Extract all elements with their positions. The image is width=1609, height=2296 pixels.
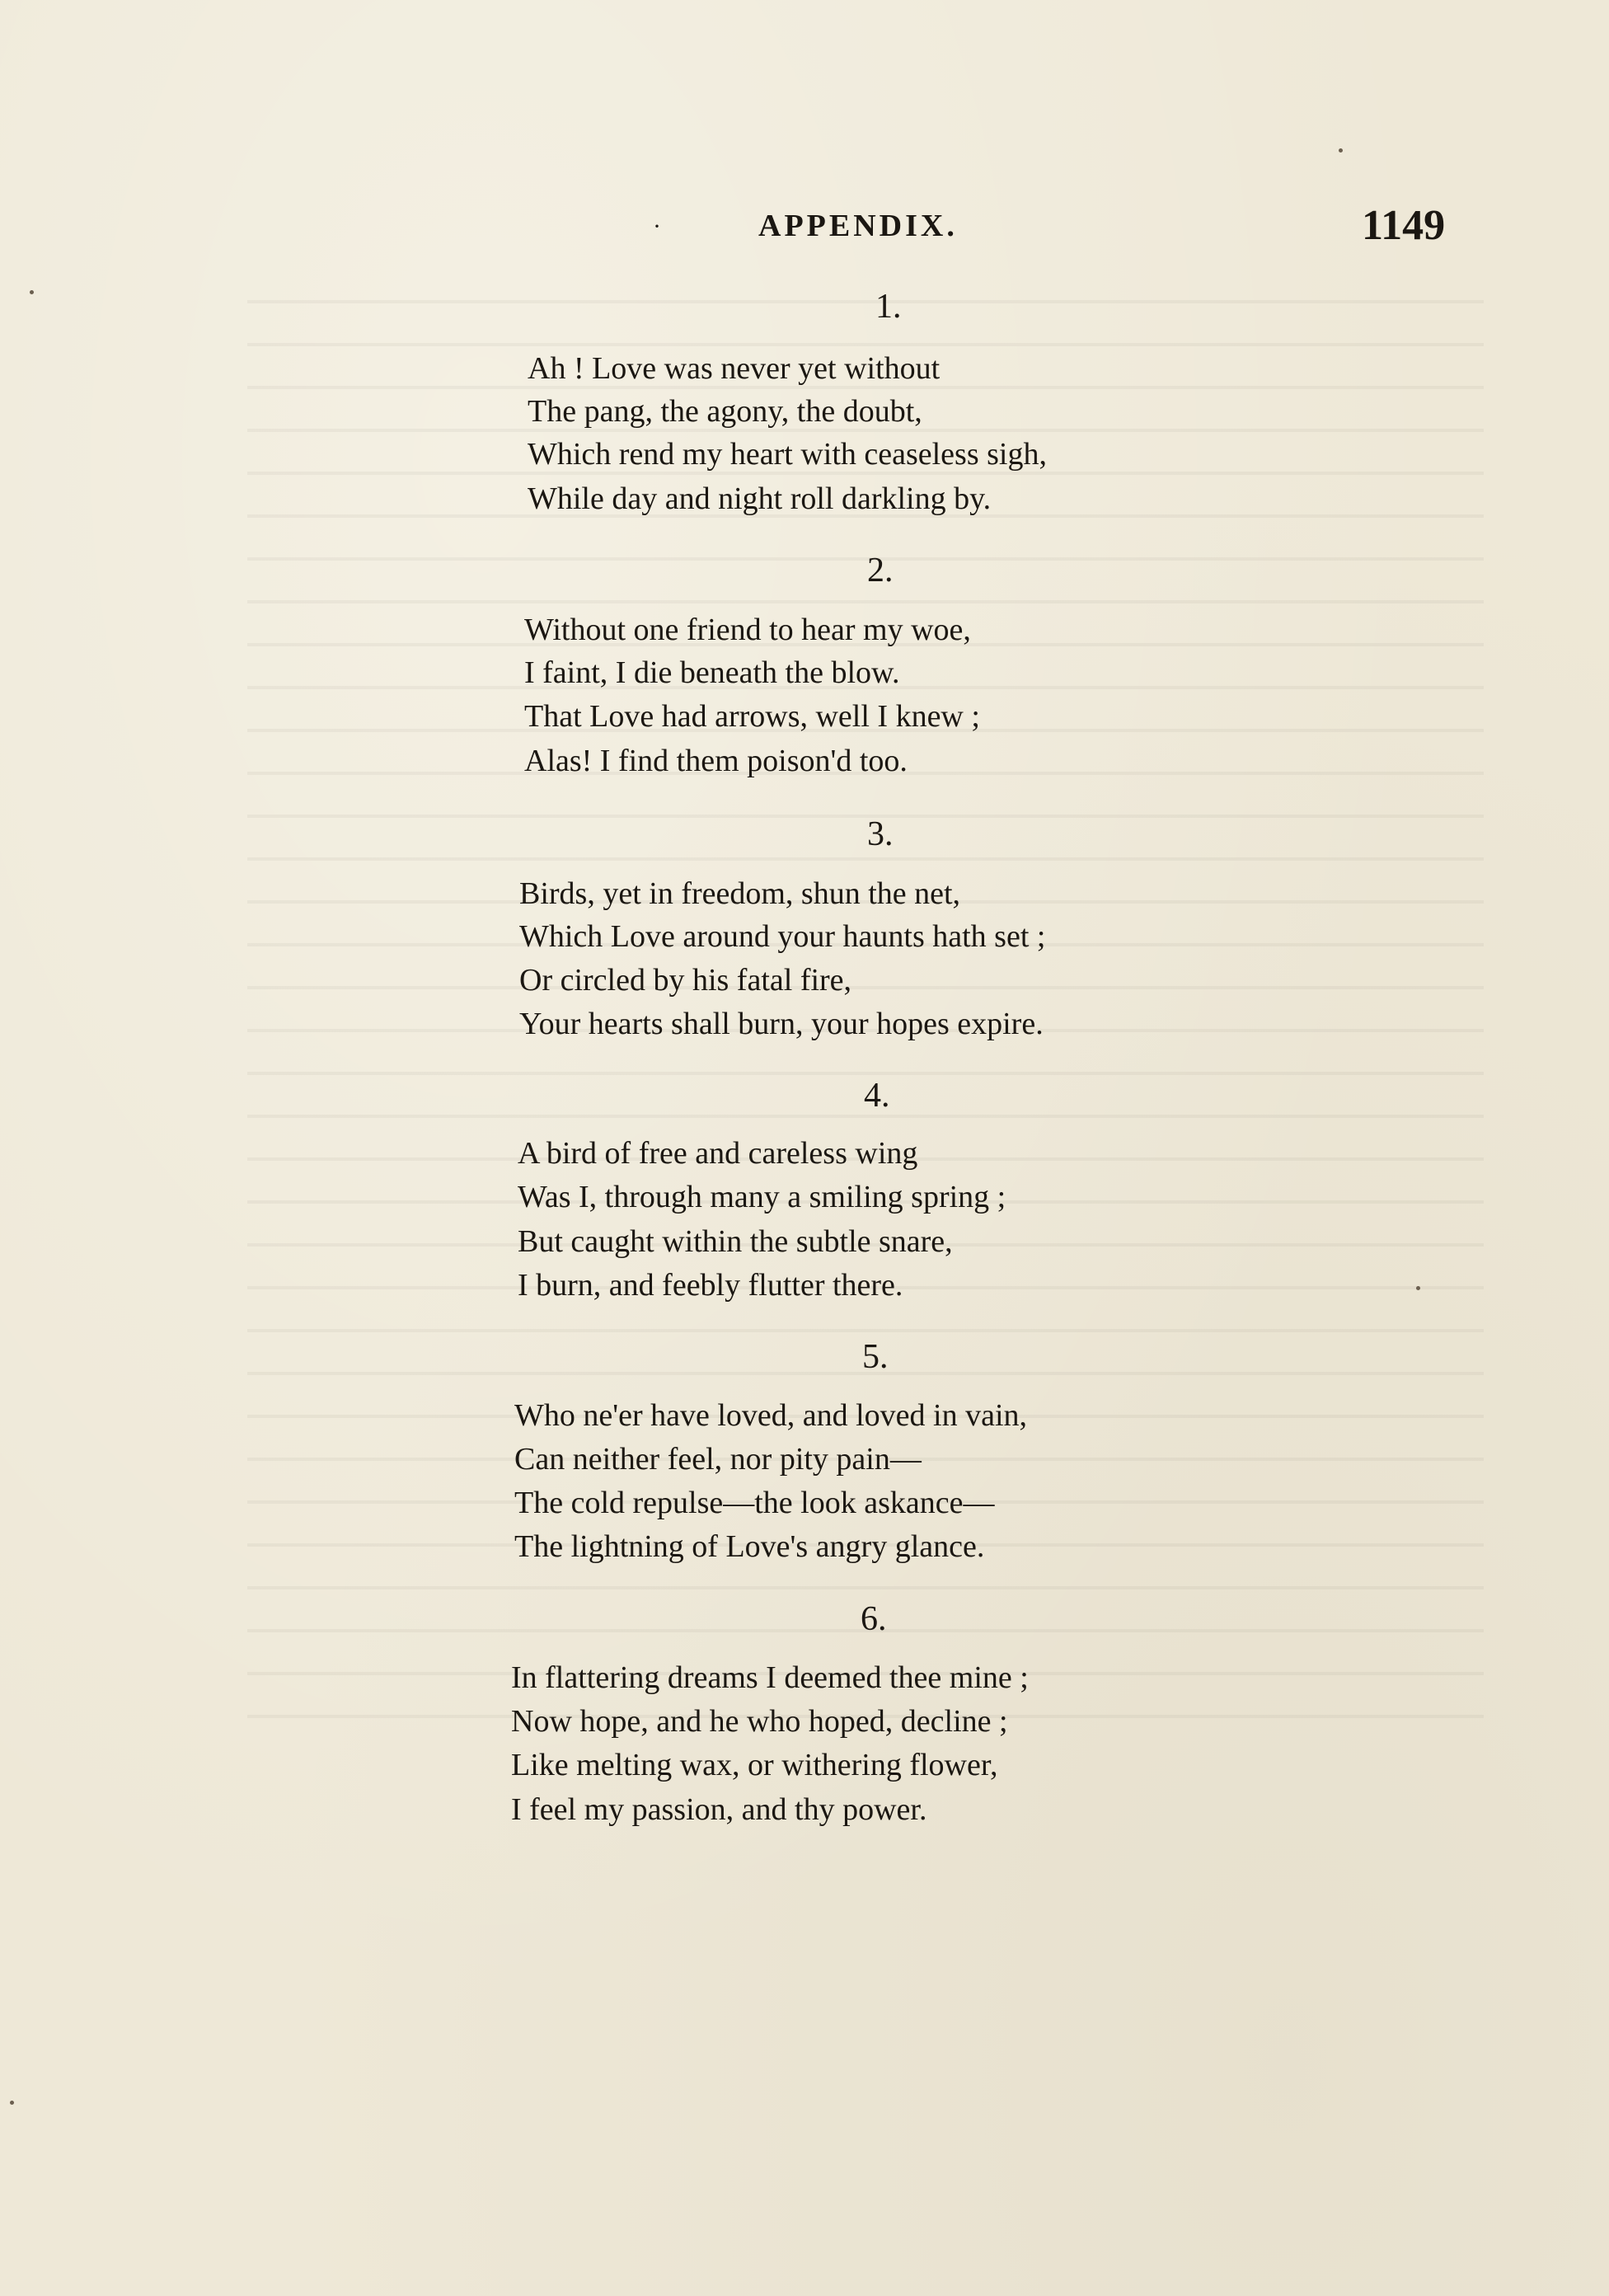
poem-line: I faint, I die beneath the blow. (524, 655, 900, 690)
poem-line: Like melting wax, or withering flower, (511, 1748, 998, 1782)
page-number: 1149 (1362, 202, 1446, 249)
poem-line: In flattering dreams I deemed thee mine ; (511, 1660, 1029, 1695)
poem-line: But caught within the subtle snare, (518, 1224, 953, 1259)
poem-line: The lightning of Love's angry glance. (514, 1529, 985, 1564)
stanza-number: 4. (864, 1077, 890, 1115)
paper-speck (1416, 1286, 1420, 1290)
header-dot: · (653, 213, 661, 240)
poem-line: That Love had arrows, well I knew ; (524, 699, 980, 734)
paper-speck (30, 290, 34, 294)
poem-line: A bird of free and careless wing (518, 1136, 918, 1171)
poem-line: Birds, yet in freedom, shun the net, (519, 876, 961, 911)
paper-speck (1339, 148, 1343, 153)
stanza-number: 6. (861, 1600, 887, 1638)
poem-line: Now hope, and he who hoped, decline ; (511, 1704, 1008, 1739)
poem-line: I burn, and feebly flutter there. (518, 1268, 903, 1303)
stanza-number: 2. (867, 552, 894, 589)
poem-line: Who ne'er have loved, and loved in vain, (514, 1398, 1028, 1433)
poem-line: I feel my passion, and thy power. (511, 1792, 927, 1827)
paper-speck (10, 2101, 14, 2105)
poem-line: The pang, the agony, the doubt, (528, 394, 922, 429)
poem-line: Can neither feel, nor pity pain— (514, 1442, 922, 1477)
poem-line: Your hearts shall burn, your hopes expire. (519, 1007, 1044, 1041)
poem-line: Which rend my heart with ceaseless sigh, (528, 437, 1047, 472)
stanza-number: 3. (867, 815, 894, 853)
stanza-number: 1. (875, 288, 902, 326)
poem-line: While day and night roll darkling by. (528, 481, 992, 516)
poem-line: Without one friend to hear my woe, (524, 613, 971, 647)
poem-line: Alas! I find them poison'd too. (524, 744, 908, 778)
running-header: APPENDIX. (758, 209, 958, 243)
poem-line: Which Love around your haunts hath set ; (519, 919, 1046, 954)
poem-line: Ah ! Love was never yet without (528, 351, 941, 386)
stanza-number: 5. (862, 1338, 889, 1376)
poem-line: Or circled by his fatal fire, (519, 963, 852, 998)
poem-line: The cold repulse—the look askance— (514, 1486, 995, 1520)
poem-line: Was I, through many a smiling spring ; (518, 1180, 1006, 1214)
